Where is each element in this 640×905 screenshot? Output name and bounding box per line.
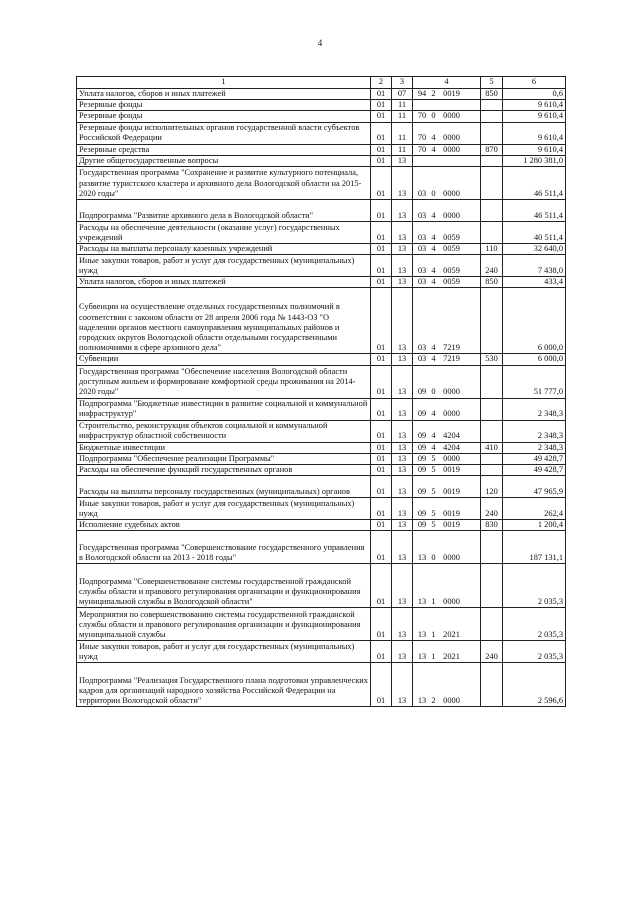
table-row xyxy=(77,453,566,464)
target-direction-code: 0059 xyxy=(443,244,460,254)
header-cell-amount: 6 xyxy=(503,77,566,89)
target-subprogram-code: 4 xyxy=(431,133,436,143)
row-expense-type: 240 xyxy=(481,498,503,520)
target-subprogram-code: 4 xyxy=(431,409,436,419)
row-target-article xyxy=(413,155,481,166)
target-direction-code: 4204 xyxy=(443,431,460,441)
row-amount: 9 610,4 xyxy=(503,111,566,122)
target-subprogram-code: 1 xyxy=(431,630,436,640)
header-cell-target-article: 4 xyxy=(413,77,481,89)
row-subsection: 13 xyxy=(392,255,413,277)
target-direction-code: 2021 xyxy=(443,630,460,640)
row-section: 01 xyxy=(371,498,392,520)
row-amount: 46 511,4 xyxy=(503,167,566,200)
row-name: Государственная программа "Сохранение и развитие культурного потенциала, развитие туристского кластера и архивного дела Вологодской области на 2015-2020 годы" xyxy=(77,167,371,200)
table-row xyxy=(77,498,566,520)
row-name: Расходы на обеспечение функций государственных органов xyxy=(77,465,371,476)
row-section: 01 xyxy=(371,398,392,420)
target-subprogram-code: 5 xyxy=(431,487,436,497)
row-subsection: 13 xyxy=(392,608,413,641)
row-expense-type: 870 xyxy=(481,144,503,155)
table-row xyxy=(77,167,566,200)
row-amount: 6 000,0 xyxy=(503,288,566,354)
table-row xyxy=(77,111,566,122)
target-program-code: 09 xyxy=(417,520,427,530)
row-section: 01 xyxy=(371,442,392,453)
target-program-code: 03 xyxy=(417,266,427,276)
row-expense-type: 120 xyxy=(481,476,503,498)
row-amount: 47 965,9 xyxy=(503,476,566,498)
header-cell-section: 2 xyxy=(371,77,392,89)
table-row xyxy=(77,144,566,155)
row-name: Иные закупки товаров, работ и услуг для государственных (муниципальных) нужд xyxy=(77,641,371,663)
row-section: 01 xyxy=(371,288,392,354)
row-expense-type: 410 xyxy=(481,442,503,453)
row-amount: 2 596,6 xyxy=(503,663,566,707)
table-row xyxy=(77,288,566,354)
row-target-article xyxy=(413,663,481,707)
row-target-article xyxy=(413,465,481,476)
target-direction-code: 0019 xyxy=(443,487,460,497)
target-direction-code: 0019 xyxy=(443,465,460,475)
table-row xyxy=(77,531,566,564)
row-expense-type xyxy=(481,465,503,476)
row-target-article xyxy=(413,200,481,222)
row-amount: 433,4 xyxy=(503,277,566,288)
row-name: Подпрограмма "Бюджетные инвестиции в развитие социальной и коммунальной инфраструктур" xyxy=(77,398,371,420)
row-subsection: 13 xyxy=(392,167,413,200)
target-subprogram-code: 4 xyxy=(431,232,436,242)
row-section: 01 xyxy=(371,564,392,608)
row-section: 01 xyxy=(371,465,392,476)
row-amount: 2 035,3 xyxy=(503,608,566,641)
row-expense-type: 110 xyxy=(481,244,503,255)
table-row xyxy=(77,89,566,100)
row-target-article xyxy=(413,288,481,354)
row-subsection: 13 xyxy=(392,155,413,166)
target-program-code: 09 xyxy=(417,431,427,441)
row-subsection: 13 xyxy=(392,222,413,244)
header-cell-name: 1 xyxy=(77,77,371,89)
target-program-code: 13 xyxy=(417,597,427,607)
target-subprogram-code: 5 xyxy=(431,520,436,530)
row-amount: 9 610,4 xyxy=(503,100,566,111)
row-expense-type xyxy=(481,608,503,641)
row-target-article xyxy=(413,608,481,641)
row-name: Резервные фонды xyxy=(77,100,371,111)
row-section: 01 xyxy=(371,365,392,398)
row-target-article xyxy=(413,564,481,608)
row-expense-type xyxy=(481,531,503,564)
row-name: Другие общегосударственные вопросы xyxy=(77,155,371,166)
row-expense-type xyxy=(481,100,503,111)
row-name: Государственная программа "Обеспечение населения Вологодской области доступным жильем и формирование комфортной среды проживания на 2014-2020 годы" xyxy=(77,365,371,398)
row-target-article xyxy=(413,420,481,442)
row-section: 01 xyxy=(371,144,392,155)
target-subprogram-code: 4 xyxy=(431,431,436,441)
row-section: 01 xyxy=(371,167,392,200)
row-target-article xyxy=(413,89,481,100)
target-direction-code: 0000 xyxy=(443,696,460,706)
row-target-article xyxy=(413,365,481,398)
row-subsection: 13 xyxy=(392,365,413,398)
row-expense-type xyxy=(481,564,503,608)
table-row xyxy=(77,244,566,255)
target-subprogram-code: 0 xyxy=(431,553,436,563)
target-direction-code: 0000 xyxy=(443,144,460,154)
target-subprogram-code: 4 xyxy=(431,442,436,452)
row-subsection: 13 xyxy=(392,453,413,464)
row-expense-type: 530 xyxy=(481,354,503,365)
row-section: 01 xyxy=(371,608,392,641)
table-row xyxy=(77,442,566,453)
row-amount: 2 035,3 xyxy=(503,641,566,663)
row-amount: 49 428,7 xyxy=(503,453,566,464)
target-direction-code: 0000 xyxy=(443,553,460,563)
target-direction-code: 0000 xyxy=(443,133,460,143)
table-row xyxy=(77,365,566,398)
row-amount: 2 348,3 xyxy=(503,398,566,420)
table-row xyxy=(77,200,566,222)
target-program-code: 03 xyxy=(417,210,427,220)
target-subprogram-code: 5 xyxy=(431,465,436,475)
target-direction-code: 0000 xyxy=(443,597,460,607)
row-expense-type xyxy=(481,453,503,464)
row-amount: 9 610,4 xyxy=(503,122,566,144)
target-direction-code: 0019 xyxy=(443,509,460,519)
target-program-code: 09 xyxy=(417,442,427,452)
row-expense-type xyxy=(481,288,503,354)
row-amount: 51 777,0 xyxy=(503,365,566,398)
table-row xyxy=(77,354,566,365)
row-section: 01 xyxy=(371,111,392,122)
row-target-article xyxy=(413,111,481,122)
target-direction-code: 4204 xyxy=(443,442,460,452)
target-subprogram-code: 4 xyxy=(431,244,436,254)
target-subprogram-code: 4 xyxy=(431,210,436,220)
row-section: 01 xyxy=(371,663,392,707)
row-target-article xyxy=(413,144,481,155)
target-subprogram-code: 1 xyxy=(431,652,436,662)
row-name: Субвенции на осуществление отдельных государственных полномочий в соответствии с законом области от 28 апреля 2006 года № 1443-ОЗ "О наделении органов местного самоуправления муниципальных районов и городских округов Вологодской области отдельными государственными полномочиями в сфере архивного дела" xyxy=(77,288,371,354)
target-direction-code: 0059 xyxy=(443,266,460,276)
row-expense-type xyxy=(481,122,503,144)
header-cell-expense-type: 5 xyxy=(481,77,503,89)
row-expense-type xyxy=(481,663,503,707)
row-target-article xyxy=(413,476,481,498)
row-target-article xyxy=(413,222,481,244)
target-direction-code: 0000 xyxy=(443,210,460,220)
target-program-code: 70 xyxy=(417,133,427,143)
row-target-article xyxy=(413,398,481,420)
row-subsection: 13 xyxy=(392,564,413,608)
table-row xyxy=(77,608,566,641)
target-program-code: 09 xyxy=(417,509,427,519)
row-subsection: 13 xyxy=(392,277,413,288)
row-section: 01 xyxy=(371,122,392,144)
row-name: Резервные средства xyxy=(77,144,371,155)
target-subprogram-code: 2 xyxy=(431,89,436,98)
row-expense-type: 240 xyxy=(481,255,503,277)
target-direction-code: 0019 xyxy=(443,520,460,530)
row-target-article xyxy=(413,498,481,520)
row-subsection: 11 xyxy=(392,100,413,111)
row-target-article xyxy=(413,442,481,453)
row-expense-type xyxy=(481,420,503,442)
target-program-code: 03 xyxy=(417,277,427,287)
row-name: Уплата налогов, сборов и иных платежей xyxy=(77,89,371,100)
table-row xyxy=(77,520,566,531)
row-amount: 2 348,3 xyxy=(503,420,566,442)
row-subsection: 13 xyxy=(392,498,413,520)
target-subprogram-code: 0 xyxy=(431,387,436,397)
row-amount: 0,6 xyxy=(503,89,566,100)
table-row xyxy=(77,641,566,663)
table-header-row xyxy=(77,77,566,89)
target-subprogram-code: 2 xyxy=(431,696,436,706)
target-program-code: 70 xyxy=(417,144,427,154)
row-expense-type xyxy=(481,222,503,244)
row-amount: 262,4 xyxy=(503,498,566,520)
row-name: Мероприятия по совершенствованию системы государственной гражданской службы области и правового регулирования организации и функционирования муниципальной службы xyxy=(77,608,371,641)
target-program-code: 09 xyxy=(417,465,427,475)
target-program-code: 09 xyxy=(417,487,427,497)
row-target-article xyxy=(413,167,481,200)
target-program-code: 13 xyxy=(417,553,427,563)
row-expense-type xyxy=(481,200,503,222)
target-subprogram-code: 0 xyxy=(431,188,436,198)
row-subsection: 13 xyxy=(392,288,413,354)
target-program-code: 13 xyxy=(417,630,427,640)
row-subsection: 13 xyxy=(392,641,413,663)
target-direction-code: 0000 xyxy=(443,387,460,397)
row-name: Иные закупки товаров, работ и услуг для государственных (муниципальных) нужд xyxy=(77,255,371,277)
row-name: Подпрограмма "Совершенствование системы государственной гражданской службы области и правового регулирования организации и функционирования муниципальной службы в Вологодской области" xyxy=(77,564,371,608)
table-row xyxy=(77,663,566,707)
target-direction-code: 0000 xyxy=(443,453,460,463)
row-subsection: 11 xyxy=(392,144,413,155)
row-section: 01 xyxy=(371,155,392,166)
row-name: Расходы на обеспечение деятельности (оказание услуг) государственных учреждений xyxy=(77,222,371,244)
target-subprogram-code: 4 xyxy=(431,277,436,287)
row-section: 01 xyxy=(371,100,392,111)
row-amount: 9 610,4 xyxy=(503,144,566,155)
row-expense-type: 850 xyxy=(481,277,503,288)
row-expense-type xyxy=(481,155,503,166)
table-row xyxy=(77,222,566,244)
row-name: Подпрограмма "Реализация Государственного плана подготовки управленческих кадров для организаций народного хозяйства Российской Федерации на территории Вологодской области" xyxy=(77,663,371,707)
table-row xyxy=(77,398,566,420)
row-name: Резервные фонды xyxy=(77,111,371,122)
row-expense-type xyxy=(481,365,503,398)
row-section: 01 xyxy=(371,255,392,277)
row-name: Строительство, реконструкция объектов социальной и коммунальной инфраструктур областной собственности xyxy=(77,420,371,442)
row-subsection: 13 xyxy=(392,465,413,476)
target-subprogram-code: 0 xyxy=(431,111,436,121)
table-row xyxy=(77,155,566,166)
row-name: Уплата налогов, сборов и иных платежей xyxy=(77,277,371,288)
target-program-code: 03 xyxy=(417,188,427,198)
target-subprogram-code: 5 xyxy=(431,453,436,463)
row-subsection: 11 xyxy=(392,111,413,122)
row-subsection: 13 xyxy=(392,354,413,365)
target-direction-code: 0000 xyxy=(443,111,460,121)
row-subsection: 13 xyxy=(392,476,413,498)
row-target-article xyxy=(413,244,481,255)
row-name: Исполнение судебных актов xyxy=(77,520,371,531)
row-expense-type: 240 xyxy=(481,641,503,663)
target-direction-code: 0059 xyxy=(443,232,460,242)
row-name: Иные закупки товаров, работ и услуг для государственных (муниципальных) нужд xyxy=(77,498,371,520)
row-subsection: 13 xyxy=(392,244,413,255)
table-row xyxy=(77,255,566,277)
row-subsection: 13 xyxy=(392,398,413,420)
row-target-article xyxy=(413,100,481,111)
row-section: 01 xyxy=(371,222,392,244)
row-expense-type: 850 xyxy=(481,89,503,100)
target-direction-code: 7219 xyxy=(443,354,460,364)
table-row xyxy=(77,277,566,288)
target-program-code: 13 xyxy=(417,696,427,706)
row-name: Расходы на выплаты персоналу казенных учреждений xyxy=(77,244,371,255)
table-row xyxy=(77,476,566,498)
page-number: 4 xyxy=(317,38,323,48)
target-direction-code: 0000 xyxy=(443,188,460,198)
row-target-article xyxy=(413,122,481,144)
row-subsection: 13 xyxy=(392,520,413,531)
target-program-code: 13 xyxy=(417,652,427,662)
row-name: Государственная программа "Совершенствование государственного управления в Вологодской области на 2013 - 2018 годы" xyxy=(77,531,371,564)
target-direction-code: 0059 xyxy=(443,277,460,287)
table-row xyxy=(77,465,566,476)
row-name: Бюджетные инвестиции xyxy=(77,442,371,453)
target-program-code: 09 xyxy=(417,387,427,397)
target-program-code: 70 xyxy=(417,111,427,121)
row-section: 01 xyxy=(371,641,392,663)
row-name: Субвенции xyxy=(77,354,371,365)
row-amount: 49 428,7 xyxy=(503,465,566,476)
row-expense-type xyxy=(481,398,503,420)
row-subsection: 13 xyxy=(392,663,413,707)
target-subprogram-code: 4 xyxy=(431,343,436,353)
target-direction-code: 7219 xyxy=(443,343,460,353)
row-section: 01 xyxy=(371,354,392,365)
row-name: Подпрограмма "Обеспечение реализации Программы" xyxy=(77,453,371,464)
row-section: 01 xyxy=(371,200,392,222)
table-row xyxy=(77,122,566,144)
target-program-code: 09 xyxy=(417,453,427,463)
target-program-code: 03 xyxy=(417,232,427,242)
row-subsection: 13 xyxy=(392,200,413,222)
row-target-article xyxy=(413,255,481,277)
row-amount: 2 348,3 xyxy=(503,442,566,453)
row-section: 01 xyxy=(371,420,392,442)
row-name: Резервные фонды исполнительных органов государственной власти субъектов Российской Федерации xyxy=(77,122,371,144)
target-subprogram-code: 4 xyxy=(431,266,436,276)
target-program-code: 94 xyxy=(417,89,427,98)
row-section: 01 xyxy=(371,531,392,564)
target-direction-code: 0000 xyxy=(443,409,460,419)
header-cell-subsection: 3 xyxy=(392,77,413,89)
row-section: 01 xyxy=(371,476,392,498)
budget-table xyxy=(76,76,566,707)
row-subsection: 07 xyxy=(392,89,413,100)
target-program-code: 03 xyxy=(417,343,427,353)
row-amount: 1 200,4 xyxy=(503,520,566,531)
row-expense-type xyxy=(481,167,503,200)
row-amount: 187 131,1 xyxy=(503,531,566,564)
target-direction-code: 0019 xyxy=(443,89,460,98)
row-target-article xyxy=(413,531,481,564)
row-target-article xyxy=(413,354,481,365)
row-section: 01 xyxy=(371,277,392,288)
row-target-article xyxy=(413,453,481,464)
row-name: Расходы на выплаты персоналу государственных (муниципальных) органов xyxy=(77,476,371,498)
row-section: 01 xyxy=(371,453,392,464)
target-direction-code: 2021 xyxy=(443,652,460,662)
row-amount: 1 280 381,0 xyxy=(503,155,566,166)
row-expense-type: 830 xyxy=(481,520,503,531)
row-target-article xyxy=(413,641,481,663)
row-subsection: 13 xyxy=(392,531,413,564)
target-subprogram-code: 4 xyxy=(431,144,436,154)
target-program-code: 03 xyxy=(417,354,427,364)
row-subsection: 11 xyxy=(392,122,413,144)
table-row xyxy=(77,420,566,442)
target-subprogram-code: 4 xyxy=(431,354,436,364)
target-subprogram-code: 5 xyxy=(431,509,436,519)
row-amount: 2 035,3 xyxy=(503,564,566,608)
row-subsection: 13 xyxy=(392,420,413,442)
row-amount: 32 640,0 xyxy=(503,244,566,255)
target-program-code: 03 xyxy=(417,244,427,254)
row-amount: 6 000,0 xyxy=(503,354,566,365)
table-row xyxy=(77,100,566,111)
row-section: 01 xyxy=(371,89,392,100)
row-section: 01 xyxy=(371,244,392,255)
target-program-code: 09 xyxy=(417,409,427,419)
row-amount: 40 511,4 xyxy=(503,222,566,244)
row-name: Подпрограмма "Развитие архивного дела в Вологодской области" xyxy=(77,200,371,222)
table-row xyxy=(77,564,566,608)
row-target-article xyxy=(413,520,481,531)
row-subsection: 13 xyxy=(392,442,413,453)
row-amount: 46 511,4 xyxy=(503,200,566,222)
row-amount: 7 438,0 xyxy=(503,255,566,277)
row-expense-type xyxy=(481,111,503,122)
row-section: 01 xyxy=(371,520,392,531)
row-target-article xyxy=(413,277,481,288)
target-subprogram-code: 1 xyxy=(431,597,436,607)
